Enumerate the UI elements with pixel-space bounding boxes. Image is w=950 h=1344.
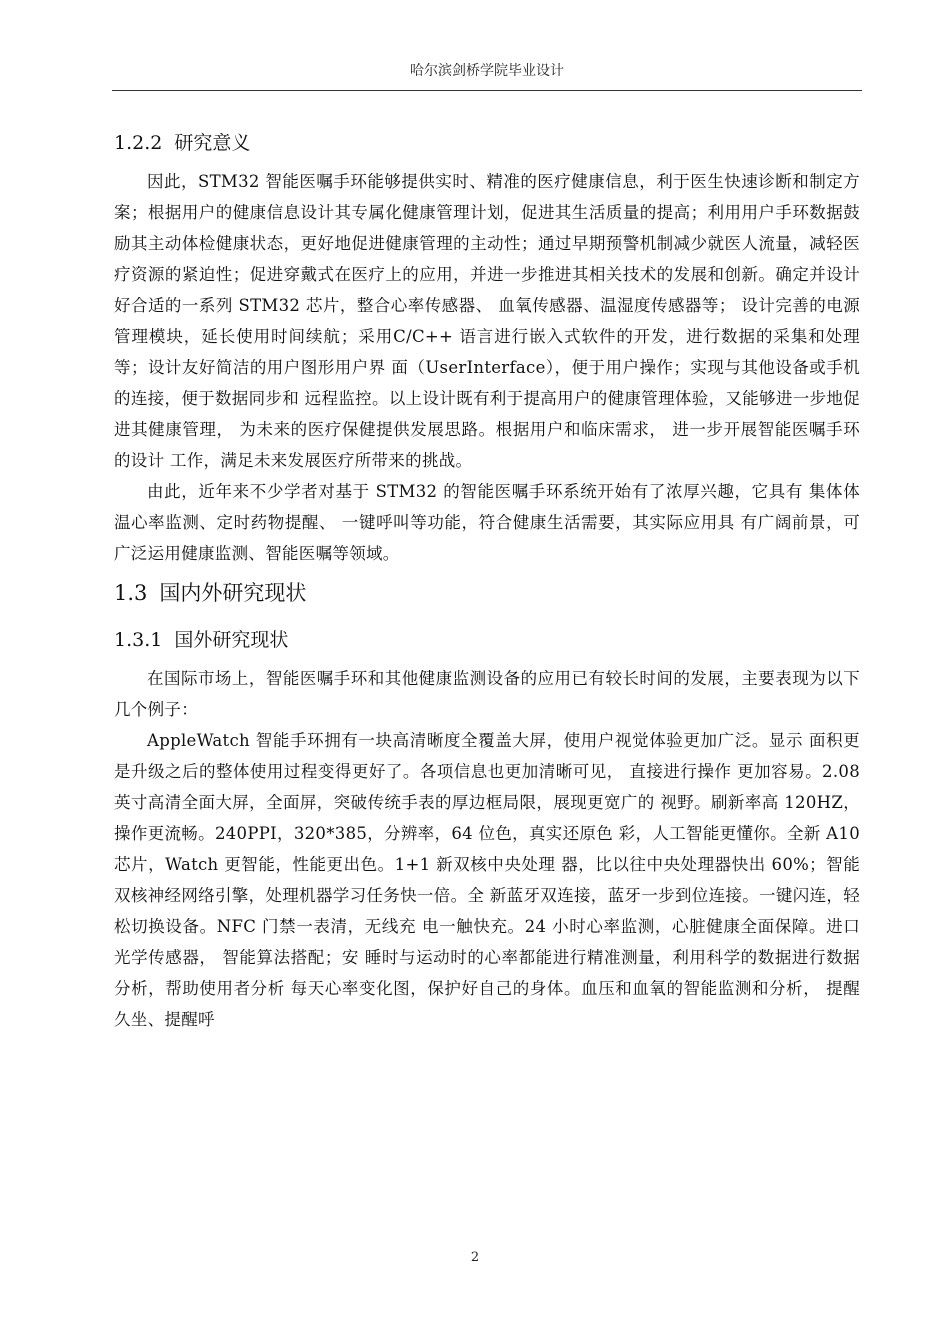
document-body	[114, 120, 860, 1035]
section-title: 国外研究现状	[174, 629, 289, 651]
section-title: 国内外研究现状	[159, 581, 307, 605]
section-number: 1.2.2	[114, 132, 163, 154]
paragraph-significance: 因此，STM32 智能医嘱手环能够提供实时、精准的医疗健康信息，利于医生快速诊断和制定方案；根据用户的健康信息设计其专属化健康管理计划，促进其生活质量的提高；利用用户手环数据鼓励其主动体检健康状态，更好地促进健康管理的主动性；通过早期预警机制减少就医人流量，减轻医疗资源的紧迫性；促进穿戴式在医疗上的应用，并进一步推进其相关技术的发展和创新。确定并设计好合适的一系列 STM32 芯片，整合心率传感器、 血氧传感器、温湿度传感器等； 设计完善的电源管理模块，延长使用时间续航；采用C/C++ 语言进行嵌入式软件的开发，进行数据的采集和处理等；设计友好简洁的用户图形用户界 面（UserInterface），便于用户操作；实现与其他设备或手机的连接，便于数据同步和 远程监控。以上设计既有利于提高用户的健康管理体验，又能够进一步地促进其健康管理， 为未来的医疗保健提供发展思路。根据用户和临床需求， 进一步开展智能医嘱手环的设计 工作，满足未来发展医疗所带来的挑战。	[114, 172, 860, 470]
section-number: 1.3	[114, 581, 148, 605]
section-heading-1-3	[114, 569, 860, 617]
page-header: 哈尔滨剑桥学院毕业设计	[112, 60, 862, 91]
paragraph-interest: 由此，近年来不少学者对基于 STM32 的智能医嘱手环系统开始有了浓厚兴趣，它具有 集体体温心率监测、定时药物提醒、 一键呼叫等功能，符合健康生活需要，其实际应用具 有广阔前景，可广泛运用健康监测、智能医嘱等领域。	[114, 482, 860, 563]
paragraph-international-market: 在国际市场上，智能医嘱手环和其他健康监测设备的应用已有较长时间的发展，主要表现为以下几个例子：	[114, 669, 860, 719]
section-title: 研究意义	[174, 132, 251, 154]
page-number: 2	[470, 1250, 480, 1265]
paragraph-applewatch: AppleWatch 智能手环拥有一块高清晰度全覆盖大屏，使用户视觉体验更加广泛。显示 面积更是升级之后的整体使用过程变得更好了。各项信息也更加清晰可见， 直接进行操作 更加容易。2.08 英寸高清全面大屏，全面屏，突破传统手表的厚边框局限，展现更宽广的 视野。刷新率高 120HZ，操作更流畅。240PPI，320*385，分辨率，64 位色，真实还原色 彩，人工智能更懂你。全新 A10 芯片，Watch 更智能，性能更出色。1+1 新双核中央处理 器，比以往中央处理器快出 60%；智能双核神经网络引擎，处理机器学习任务快一倍。全 新蓝牙双连接，蓝牙一步到位连接。一键闪连，轻松切换设备。NFC 门禁一表清，无线充 电一触快充。24 小时心率监测，心脏健康全面保障。进口光学传感器， 智能算法搭配；安 睡时与运动时的心率都能进行精准测量，利用科学的数据进行数据分析，帮助使用者分析 每天心率变化图，保护好自己的身体。血压和血氧的智能监测和分析， 提醒久坐、提醒呼	[114, 731, 860, 1029]
section-number: 1.3.1	[114, 629, 163, 651]
section-heading-1-2-2	[114, 120, 860, 166]
section-heading-1-3-1	[114, 617, 860, 663]
